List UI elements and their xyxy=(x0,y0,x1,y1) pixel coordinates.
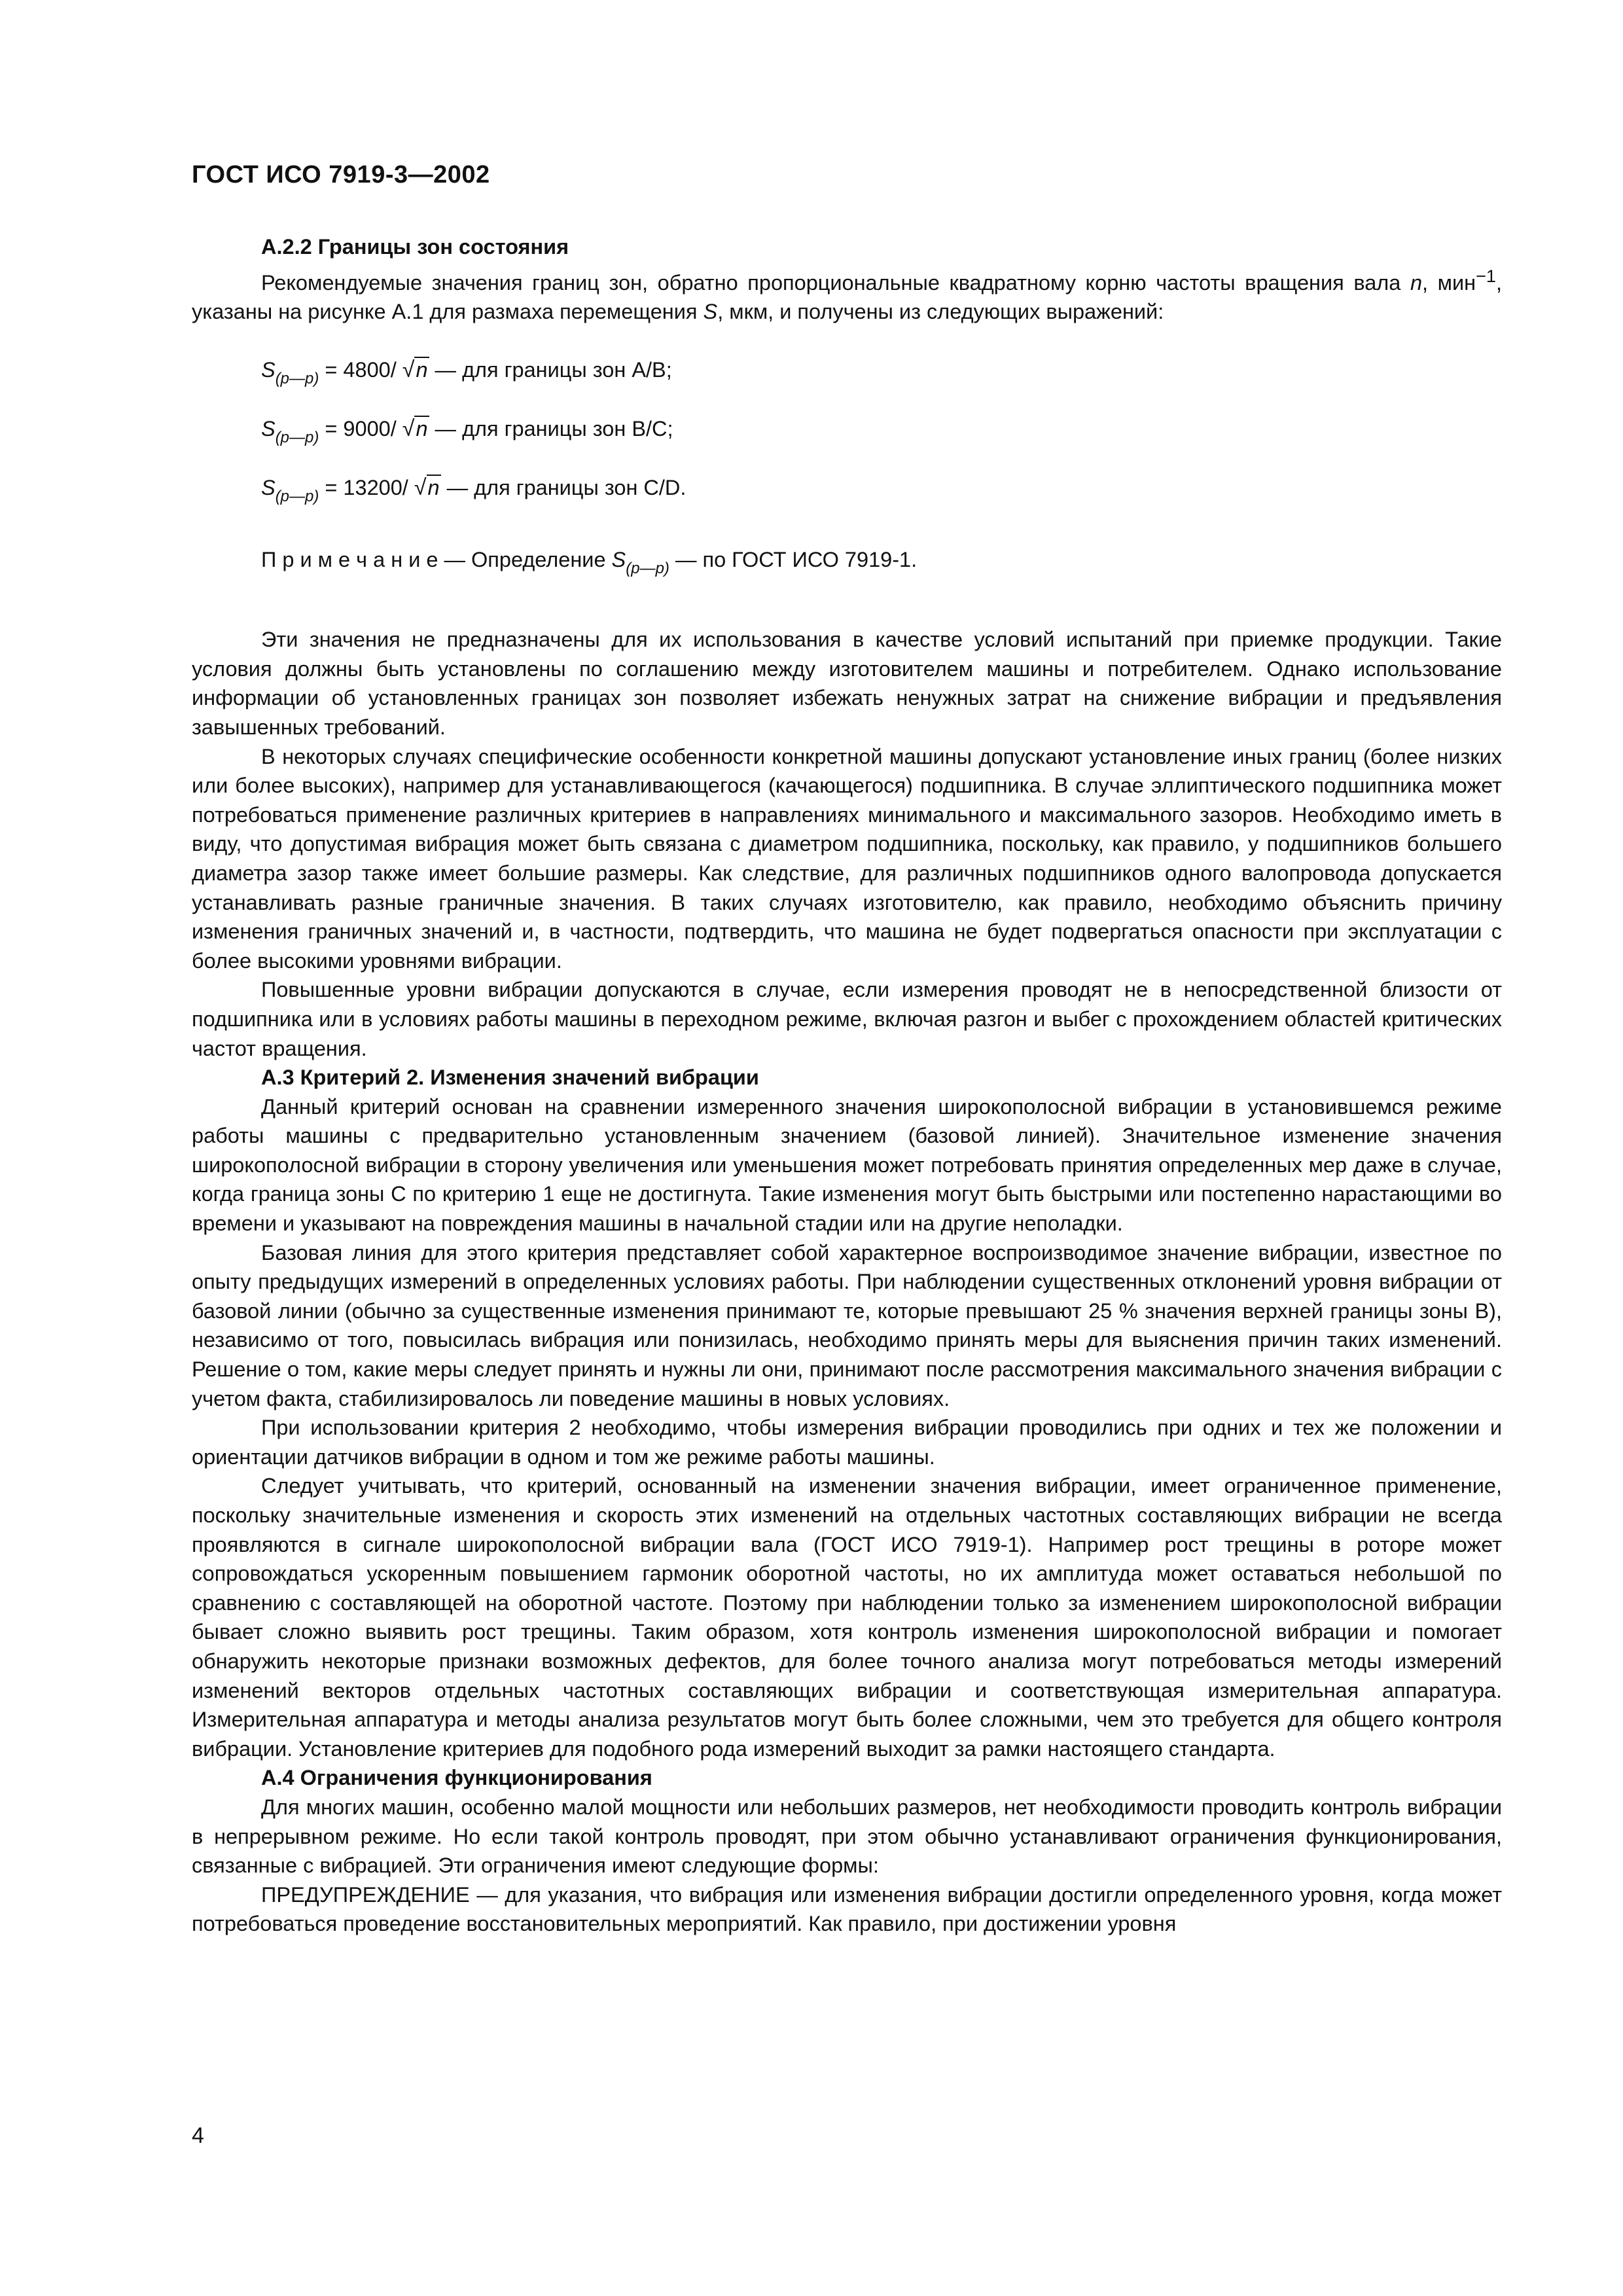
paragraph-a22-intro: Рекомендуемые значения границ зон, обратно пропорциональные квадратному корню частоты вращения вала n, мин$^{-1}$, указаны на рисунке А.1 для размаха перемещения S, мкм, и получены из следующих выражений: xyxy=(192,265,1502,324)
sqrt-symbol: √n xyxy=(402,357,428,382)
paragraph: В некоторых случаях специфические особенности конкретной машины допускают установление иных границ (более низких или более высоких), например для устанавливающегося (качающегося) подшипника. В случае эллиптического подшипника может потребоваться применение различных критериев в направлениях минимального и максимального зазоров. Необходимо иметь в виду, что допустимая вибрация может быть связана с диаметром подшипника, поскольку, как правило, у подшипников большего диаметра зазор также имеет большие размеры. Как следствие, для различных подшипников одного валопровода допускается устанавливать разные граничные значения. В таких случаях изготовителю, как правило, необходимо объяснить причину изменения граничных значений и, в частности, подтвердить, что машина не будет подвергаться опасности при эксплуатации с более высокими уровнями вибрации. xyxy=(192,744,1502,973)
page-content xyxy=(192,232,1502,1939)
paragraph: Повышенные уровни вибрации допускаются в случае, если измерения проводят не в непосредственной близости от подшипника или в условиях работы машины в переходном режиме, включая разгон и выбег с прохождением областей критических частот вращения. xyxy=(192,978,1502,1060)
paragraph: Базовая линия для этого критерия представляет собой характерное воспроизводимое значение вибрации, известное по опыту предыдущих измерений в определенных условиях работы. При наблюдении существенных отклонений уровня вибрации от базовой линии (обычно за существенные изменения принимают те, которые превышают 25 % значения верхней границы зоны B), независимо от того, повысилась вибрация или понизилась, необходимо принять меры для выяснения причин таких изменений. Решение о том, какие меры следует принять и нужны ли они, принимают после рассмотрения максимального значения вибрации с учетом факта, стабилизировалось ли поведение машины в новых условиях. xyxy=(192,1240,1502,1410)
formula-ab: $S_{(p—p)} = 4800/$ √n — для границы зон A/B; xyxy=(192,355,1502,414)
section-heading-a22: А.2.2 Границы зон состояния xyxy=(261,235,569,259)
paragraph: Следует учитывать, что критерий, основанный на изменении значения вибрации, имеет ограниченное применение, поскольку значительные изменения и скорость этих изменений на отдельных частотных составляющих вибрации не всегда проявляются в сигнале широкополосной вибрации вала (ГОСТ ИСО 7919-1). Например рост трещины в роторе может сопровождаться ускоренным повышением гармоник оборотной частоты, но их амплитуда может оставаться небольшой по сравнению с составляющей на оборотной частоте. Поэтому при наблюдении только за изменением широкополосной вибрации бывает сложно выявить рост трещины. Таким образом, хотя контроль изменения широкополосной вибрации и помогает обнаружить некоторые признаки возможных дефектов, для более точного анализа могут потребоваться методы измерений изменений векторов отдельных частотных составляющих вибрации и соответствующая измерительная аппаратура. Измерительная аппаратура и методы анализа результатов могут быть более сложными, чем это требуется для общего контроля вибрации. Установление критериев для подобного рода измерений выходит за рамки настоящего стандарта. xyxy=(192,1474,1502,1761)
paragraph: ПРЕДУПРЕЖДЕНИЕ — для указания, что вибрация или изменения вибрации достигли определенного уровня, когда может потребоваться проведение восстановительных мероприятий. Как правило, при достижении уровня xyxy=(192,1882,1502,1936)
sqrt-symbol: √n xyxy=(414,475,440,500)
page-number: 4 xyxy=(192,2123,204,2148)
paragraph: Эти значения не предназначены для их использования в качестве условий испытаний при приемке продукции. Такие условия должны быть установлены по соглашению между изготовителем машины и потребителем. Однако использование информации об установленных границах зон позволяет избежать ненужных затрат на снижение вибрации и предъявления завышенных требований. xyxy=(192,628,1502,739)
formula-bc: $S_{(p—p)} = 9000/$ √n — для границы зон B/C; xyxy=(192,414,1502,473)
note: П р и м е ч а н и е — Определение $S_{(p—p)}$ — по ГОСТ ИСО 7919-1. xyxy=(261,547,918,577)
paragraph: При использовании критерия 2 необходимо, чтобы измерения вибрации проводились при одних и тех же положении и ориентации датчиков вибрации в одном и том же режиме работы машины. xyxy=(192,1416,1502,1469)
section-heading-a4: А.4 Ограничения функционирования xyxy=(261,1766,652,1790)
section-heading-a3: А.3 Критерий 2. Изменения значений вибрации xyxy=(261,1066,759,1090)
sqrt-symbol: √n xyxy=(402,416,428,441)
document-header: ГОСТ ИСО 7919-3—2002 xyxy=(192,161,490,188)
paragraph: Данный критерий основан на сравнении измеренного значения широкополосной вибрации в установившемся режиме работы машины с предварительно установленным значением (базовой линией). Значительное изменение значения широкополосной вибрации в сторону увеличения или уменьшения может потребовать принятия определенных мер даже в случае, когда граница зоны C по критерию 1 еще не достигнута. Такие изменения могут быть быстрыми или постепенно нарастающими во времени и указывают на повреждения машины в начальной стадии или на другие неполадки. xyxy=(192,1094,1502,1236)
paragraph: Для многих машин, особенно малой мощности или небольших размеров, нет необходимости проводить контроль вибрации в непрерывном режиме. Но если такой контроль проводят, при этом обычно устанавливают ограничения функционирования, связанные с вибрацией. Эти ограничения имеют следующие формы: xyxy=(192,1795,1502,1878)
formula-cd: $S_{(p—p)} = 13200/$ √n — для границы зон C/D. xyxy=(192,473,1502,532)
